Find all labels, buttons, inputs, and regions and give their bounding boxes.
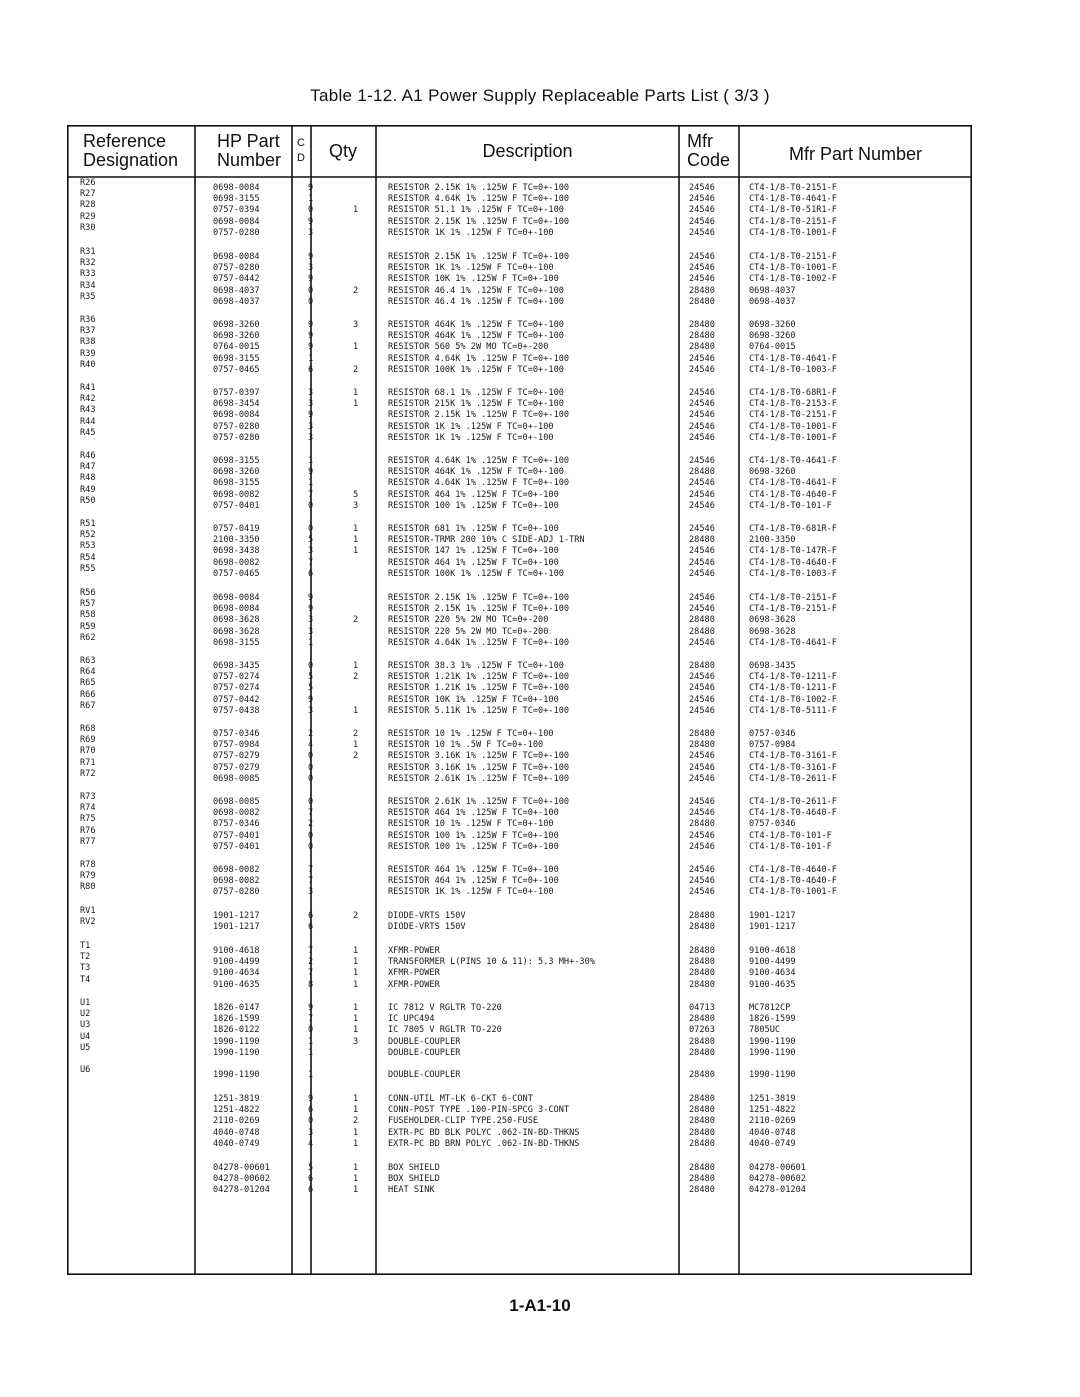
mfr-part-number-cell: 1901-1217 1901-1217 <box>749 911 796 933</box>
mfr-part-number-cell: 0698-3435 CT4-1/8-T0-1211-F CT4-1/8-T0-1211-F CT4-1/8-T0-1002-F CT4-1/8-T0-5111-F <box>749 661 837 716</box>
mfr-code-cell: 24546 24546 24546 28480 28480 <box>689 252 715 307</box>
mfr-code-cell: 28480 28480 <box>689 911 715 933</box>
quantity-cell: 1 <box>353 205 359 216</box>
description-cell: RESISTOR 464 1% .125W F TC=0+-100 RESISTOR 464 1% .125W F TC=0+-100 RESISTOR 1K 1% .125W F TC=0+-100 <box>388 865 559 898</box>
header-cd-line2: D <box>297 152 305 164</box>
mfr-part-number-cell: CT4-1/8-T0-2151-F CT4-1/8-T0-2151-F 0698-3628 0698-3628 CT4-1/8-T0-4641-F <box>749 593 837 648</box>
description-cell: DOUBLE-COUPLER <box>388 1070 461 1080</box>
header-hp-part-line2: Number <box>217 150 282 170</box>
check-digit-cell: 9 9 3 3 1 <box>308 593 314 648</box>
check-digit-cell: 5 6 6 <box>308 1163 314 1196</box>
quantity-cell: 2 <box>353 911 359 921</box>
header-mfr-code-line2: Code <box>687 150 731 170</box>
mfr-part-number-cell: CT4-1/8-T0-4640-F CT4-1/8-T0-4640-F CT4-1/8-T0-1001-F <box>749 865 837 898</box>
check-digit-cell: 6 6 <box>308 911 314 933</box>
mfr-code-cell: 28480 <box>689 1070 715 1080</box>
mfr-code-cell: 24546 24546 24546 24546 24546 <box>689 388 715 443</box>
header-mfr-code-line1: Mfr <box>687 131 713 151</box>
quantity-cell: 2 <box>353 285 359 296</box>
quantity-cell: 1 1 1 <box>353 1163 359 1196</box>
ref-designation-cell: R41 R42 R43 R44 R45 <box>80 383 96 438</box>
mfr-part-number-cell: CT4-1/8-T0-681R-F 2100-3350 CT4-1/8-T0-147R-F CT4-1/8-T0-4640-F CT4-1/8-T0-1003-F <box>749 524 837 579</box>
mfr-part-number-cell: 0698-3260 0698-3260 0764-0015 CT4-1/8-T0-4641-F CT4-1/8-T0-1003-F <box>749 320 837 375</box>
ref-designation-cell: U6 <box>80 1065 91 1075</box>
hp-part-number-cell: 1901-1217 1901-1217 <box>213 911 260 933</box>
description-cell: BOX SHIELD BOX SHIELD HEAT SINK <box>388 1163 440 1196</box>
hp-part-number-cell: 0698-0082 0698-0082 0757-0280 <box>213 865 260 898</box>
check-digit-cell: 0 5 3 7 6 <box>308 524 314 579</box>
mfr-code-cell: 28480 28480 24546 24546 24546 <box>689 729 715 784</box>
hp-part-number-cell: 0698-3155 0698-3260 0698-3155 0698-0082 0757-0401 <box>213 456 260 511</box>
description-cell: IC 7812 V RGLTR TO-220 IC UPC494 IC 7805 V RGLTR TO-220 DOUBLE-COUPLER DOUBLE-COUPLER <box>388 1003 502 1058</box>
check-digit-cell: 1 9 1 7 0 <box>308 456 314 511</box>
hp-part-number-cell: 1990-1190 <box>213 1070 260 1080</box>
header-mfr-code <box>687 132 730 170</box>
ref-designation-cell: R31 R32 R33 R34 R35 <box>80 247 96 302</box>
hp-part-number-cell: 0698-0084 0757-0280 0757-0442 0698-4037 0698-4037 <box>213 252 260 307</box>
hp-part-number-cell: 0698-0084 0698-3155 0757-0394 0698-0084 0757-0280 <box>213 183 260 238</box>
mfr-part-number-cell: CT4-1/8-T0-4641-F 0698-3260 CT4-1/8-T0-4641-F CT4-1/8-T0-4640-F CT4-1/8-T0-101-F <box>749 456 837 511</box>
check-digit-cell: 7 7 3 <box>308 865 314 898</box>
quantity-cell: 5 3 <box>353 489 359 511</box>
check-digit-cell: 3 3 9 3 3 <box>308 388 314 443</box>
ref-designation-cell: R56 R57 R58 R59 R62 <box>80 588 96 643</box>
hp-part-number-cell: 0757-0397 0698-3454 0698-0084 0757-0280 0757-0280 <box>213 388 260 443</box>
ref-designation-cell: U1 U2 U3 U4 U5 <box>80 998 91 1053</box>
mfr-part-number-cell: 0757-0346 0757-0984 CT4-1/8-T0-3161-F CT4-1/8-T0-3161-F CT4-1/8-T0-2611-F <box>749 729 837 784</box>
check-digit-cell: 9 7 0 1 1 <box>308 1003 314 1058</box>
ref-designation-cell: R51 R52 R53 R54 R55 <box>80 519 96 574</box>
mfr-code-cell: 04713 28480 07263 28480 28480 <box>689 1003 715 1058</box>
quantity-cell: 1 1 <box>353 388 359 410</box>
mfr-code-cell: 28480 28480 28480 28480 28480 <box>689 1094 715 1149</box>
mfr-part-number-cell: MC7812CP 1826-1599 7805UC 1990-1190 1990-1190 <box>749 1003 796 1058</box>
mfr-code-cell: 28480 28480 28480 24546 24546 <box>689 320 715 375</box>
header-hp-part-line1: HP Part <box>217 131 280 151</box>
check-digit-cell: 2 4 0 0 0 <box>308 729 314 784</box>
hp-part-number-cell: 0698-0084 0698-0084 0698-3628 0698-3628 0698-3155 <box>213 593 260 648</box>
mfr-code-cell: 24546 24546 28480 28480 24546 <box>689 593 715 648</box>
mfr-code-cell: 24546 24546 28480 24546 24546 <box>689 797 715 852</box>
check-digit-cell: 0 7 2 0 0 <box>308 797 314 852</box>
ref-designation-cell: R36 R37 R38 R39 R40 <box>80 315 96 370</box>
mfr-part-number-cell: 1251-3819 1251-4822 2110-0269 4040-0748 4040-0749 <box>749 1094 796 1149</box>
check-digit-cell: 9 6 0 3 4 <box>308 1094 314 1149</box>
hp-part-number-cell: 0698-3435 0757-0274 0757-0274 0757-0442 0757-0438 <box>213 661 260 716</box>
mfr-part-number-cell: CT4-1/8-T0-2611-F CT4-1/8-T0-4640-F 0757-0346 CT4-1/8-T0-101-F CT4-1/8-T0-101-F <box>749 797 837 852</box>
hp-part-number-cell: 1826-0147 1826-1599 1826-0122 1990-1190 1990-1190 <box>213 1003 260 1058</box>
description-cell: RESISTOR 2.15K 1% .125W F TC=0+-100 RESISTOR 1K 1% .125W F TC=0+-100 RESISTOR 10K 1% .125W F TC=0+-100 RESISTOR 46.4 1% .125W F TC=0+-100 RESISTOR 46.4 1% .125W F TC=0+-100 <box>388 252 570 307</box>
hp-part-number-cell: 1251-3819 1251-4822 2110-0269 4040-0748 4040-0749 <box>213 1094 260 1149</box>
description-cell: RESISTOR 4.64K 1% .125W F TC=0+-100 RESISTOR 464K 1% .125W F TC=0+-100 RESISTOR 4.64K 1% .125W F TC=0+-100 RESISTOR 464 1% .125W F TC=0+-100 RESISTOR 100 1% .125W F TC=0+-100 <box>388 456 570 511</box>
description-cell: XFMR-POWER TRANSFORMER L(PINS 10 & 11): 5.3 MH+-30% XFMR-POWER XFMR-POWER <box>388 946 595 990</box>
quantity-cell: 2 1 2 <box>353 729 359 762</box>
mfr-code-cell: 24546 24546 24546 <box>689 865 715 898</box>
parts-table <box>67 125 972 1275</box>
quantity-cell: 1 1 2 1 1 <box>353 1094 359 1149</box>
description-cell: RESISTOR 464K 1% .125W F TC=0+-100 RESISTOR 464K 1% .125W F TC=0+-100 RESISTOR 560 5% 2W MO TC=0+-200 RESISTOR 4.64K 1% .125W F TC=0+-100 RESISTOR 100K 1% .125W F TC=0+-100 <box>388 320 570 375</box>
check-digit-cell: 9 9 9 1 6 <box>308 320 314 375</box>
ref-designation-cell: T1 T2 T3 T4 <box>80 941 91 985</box>
mfr-part-number-cell: CT4-1/8-T0-68R1-F CT4-1/8-T0-2153-F CT4-1/8-T0-2151-F CT4-1/8-T0-1001-F CT4-1/8-T0-1001-F <box>749 388 837 443</box>
header-cd <box>297 136 305 166</box>
header-reference-line2: Designation <box>83 150 179 170</box>
quantity-cell: 1 1 1 3 <box>353 1003 359 1047</box>
description-cell: RESISTOR 2.15K 1% .125W F TC=0+-100 RESISTOR 2.15K 1% .125W F TC=0+-100 RESISTOR 220 5% 2W MO TC=0+-200 RESISTOR 220 5% 2W MO TC=0+-200 RESISTOR 4.64K 1% .125W F TC=0+-100 <box>388 593 570 648</box>
hp-part-number-cell: 9100-4618 9100-4499 9100-4634 9100-4635 <box>213 946 260 990</box>
description-cell: CONN-UTIL MT-LK 6-CKT 6-CONT CONN-POST TYPE .100-PIN-SPCG 3-CONT FUSEHOLDER-CLIP TYPE.250-FUSE EXTR-PC BD BLK POLYC .062-IN-BD-THKNS EXTR-PC BD BRN POLYC .062-IN-BD-THKNS <box>388 1094 580 1149</box>
quantity-cell: 1 2 1 <box>353 661 359 716</box>
hp-part-number-cell: 0698-0085 0698-0082 0757-0346 0757-0401 0757-0401 <box>213 797 260 852</box>
description-cell: RESISTOR 38.3 1% .125W F TC=0+-100 RESISTOR 1.21K 1% .125W F TC=0+-100 RESISTOR 1.21K 1% .125W F TC=0+-100 RESISTOR 10K 1% .125W F TC=0+-100 RESISTOR 5.11K 1% .125W F TC=0+-100 <box>388 661 570 716</box>
mfr-part-number-cell: 9100-4618 9100-4499 9100-4634 9100-4635 <box>749 946 796 990</box>
mfr-code-cell: 24546 28480 24546 24546 24546 <box>689 456 715 511</box>
mfr-part-number-cell: 1990-1190 <box>749 1070 796 1080</box>
header-mfr-part-number: Mfr Part Number <box>788 144 923 164</box>
page-number: 1-A1-10 <box>509 1296 571 1315</box>
ref-designation-cell: RV1 RV2 <box>80 906 96 928</box>
header-qty: Qty <box>329 141 358 161</box>
mfr-code-cell: 28480 28480 28480 28480 <box>689 946 715 990</box>
description-cell: DIODE-VRTS 150V DIODE-VRTS 150V <box>388 911 466 933</box>
header-description: Description <box>482 141 573 161</box>
hp-part-number-cell: 04278-00601 04278-00602 04278-01204 <box>213 1163 270 1196</box>
quantity-cell: 1 1 1 <box>353 524 359 557</box>
ref-designation-cell: R78 R79 R80 <box>80 860 96 893</box>
mfr-code-cell: 24546 24546 24546 24546 24546 <box>689 183 715 238</box>
header-cd-line1: C <box>297 137 305 149</box>
mfr-code-cell: 28480 24546 24546 24546 24546 <box>689 661 715 716</box>
ref-designation-cell: R26 R27 R28 R29 R30 <box>80 178 96 233</box>
header-reference-line1: Reference <box>83 131 167 151</box>
quantity-cell: 2 <box>353 615 359 626</box>
check-digit-cell: 9 3 9 0 0 <box>308 252 314 307</box>
ref-designation-cell: R73 R74 R75 R76 R77 <box>80 792 96 847</box>
ref-designation-cell: R46 R47 R48 R49 R50 <box>80 451 96 506</box>
mfr-part-number-cell: 04278-00601 04278-00602 04278-01204 <box>749 1163 806 1196</box>
hp-part-number-cell: 0698-3260 0698-3260 0764-0015 0698-3155 0757-0465 <box>213 320 260 375</box>
check-digit-cell: 0 5 5 9 3 <box>308 661 314 716</box>
quantity-cell: 3 1 2 <box>353 320 359 375</box>
check-digit-cell: 1 <box>308 1070 314 1080</box>
hp-part-number-cell: 0757-0346 0757-0984 0757-0279 0757-0279 0698-0085 <box>213 729 260 784</box>
header-reference <box>83 132 178 170</box>
mfr-part-number-cell: CT4-1/8-T0-2151-F CT4-1/8-T0-1001-F CT4-1/8-T0-1002-F 0698-4037 0698-4037 <box>749 252 837 307</box>
mfr-code-cell: 24546 28480 24546 24546 24546 <box>689 524 715 579</box>
quantity-cell: 1 1 1 1 <box>353 946 359 990</box>
mfr-part-number-cell: CT4-1/8-T0-2151-F CT4-1/8-T0-4641-F CT4-1/8-T0-51R1-F CT4-1/8-T0-2151-F CT4-1/8-T0-1001-F <box>749 183 837 238</box>
check-digit-cell: 7 2 7 8 <box>308 946 314 990</box>
ref-designation-cell: R63 R64 R65 R66 R67 <box>80 656 96 711</box>
description-cell: RESISTOR 68.1 1% .125W F TC=0+-100 RESISTOR 215K 1% .125W F TC=0+-100 RESISTOR 2.15K 1% .125W F TC=0+-100 RESISTOR 1K 1% .125W F TC=0+-100 RESISTOR 1K 1% .125W F TC=0+-100 <box>388 388 570 443</box>
header-hp-part <box>217 132 281 170</box>
check-digit-cell: 9 1 0 9 3 <box>308 183 314 238</box>
description-cell: RESISTOR 2.15K 1% .125W F TC=0+-100 RESISTOR 4.64K 1% .125W F TC=0+-100 RESISTOR 51.1 1% .125W F TC=0+-100 RESISTOR 2.15K 1% .125W F TC=0+-100 RESISTOR 1K 1% .125W F TC=0+-100 <box>388 183 570 238</box>
description-cell: RESISTOR 681 1% .125W F TC=0+-100 RESISTOR-TRMR 200 10% C SIDE-ADJ 1-TRN RESISTOR 147 1% .125W F TC=0+-100 RESISTOR 464 1% .125W F TC=0+-100 RESISTOR 100K 1% .125W F TC=0+-100 <box>388 524 585 579</box>
description-cell: RESISTOR 10 1% .125W F TC=0+-100 RESISTOR 10 1% .5W F TC=0+-100 RESISTOR 3.16K 1% .125W F TC=0+-100 RESISTOR 3.16K 1% .125W F TC=0+-100 RESISTOR 2.61K 1% .125W F TC=0+-100 <box>388 729 570 784</box>
description-cell: RESISTOR 2.61K 1% .125W F TC=0+-100 RESISTOR 464 1% .125W F TC=0+-100 RESISTOR 10 1% .125W F TC=0+-100 RESISTOR 100 1% .125W F TC=0+-100 RESISTOR 100 1% .125W F TC=0+-100 <box>388 797 570 852</box>
ref-designation-cell: R68 R69 R70 R71 R72 <box>80 724 96 779</box>
mfr-code-cell: 28480 28480 28480 <box>689 1163 715 1196</box>
hp-part-number-cell: 0757-0419 2100-3350 0698-3438 0698-0082 0757-0465 <box>213 524 260 579</box>
table-title: Table 1-12. A1 Power Supply Replaceable Parts List ( 3/3 ) <box>310 86 770 105</box>
